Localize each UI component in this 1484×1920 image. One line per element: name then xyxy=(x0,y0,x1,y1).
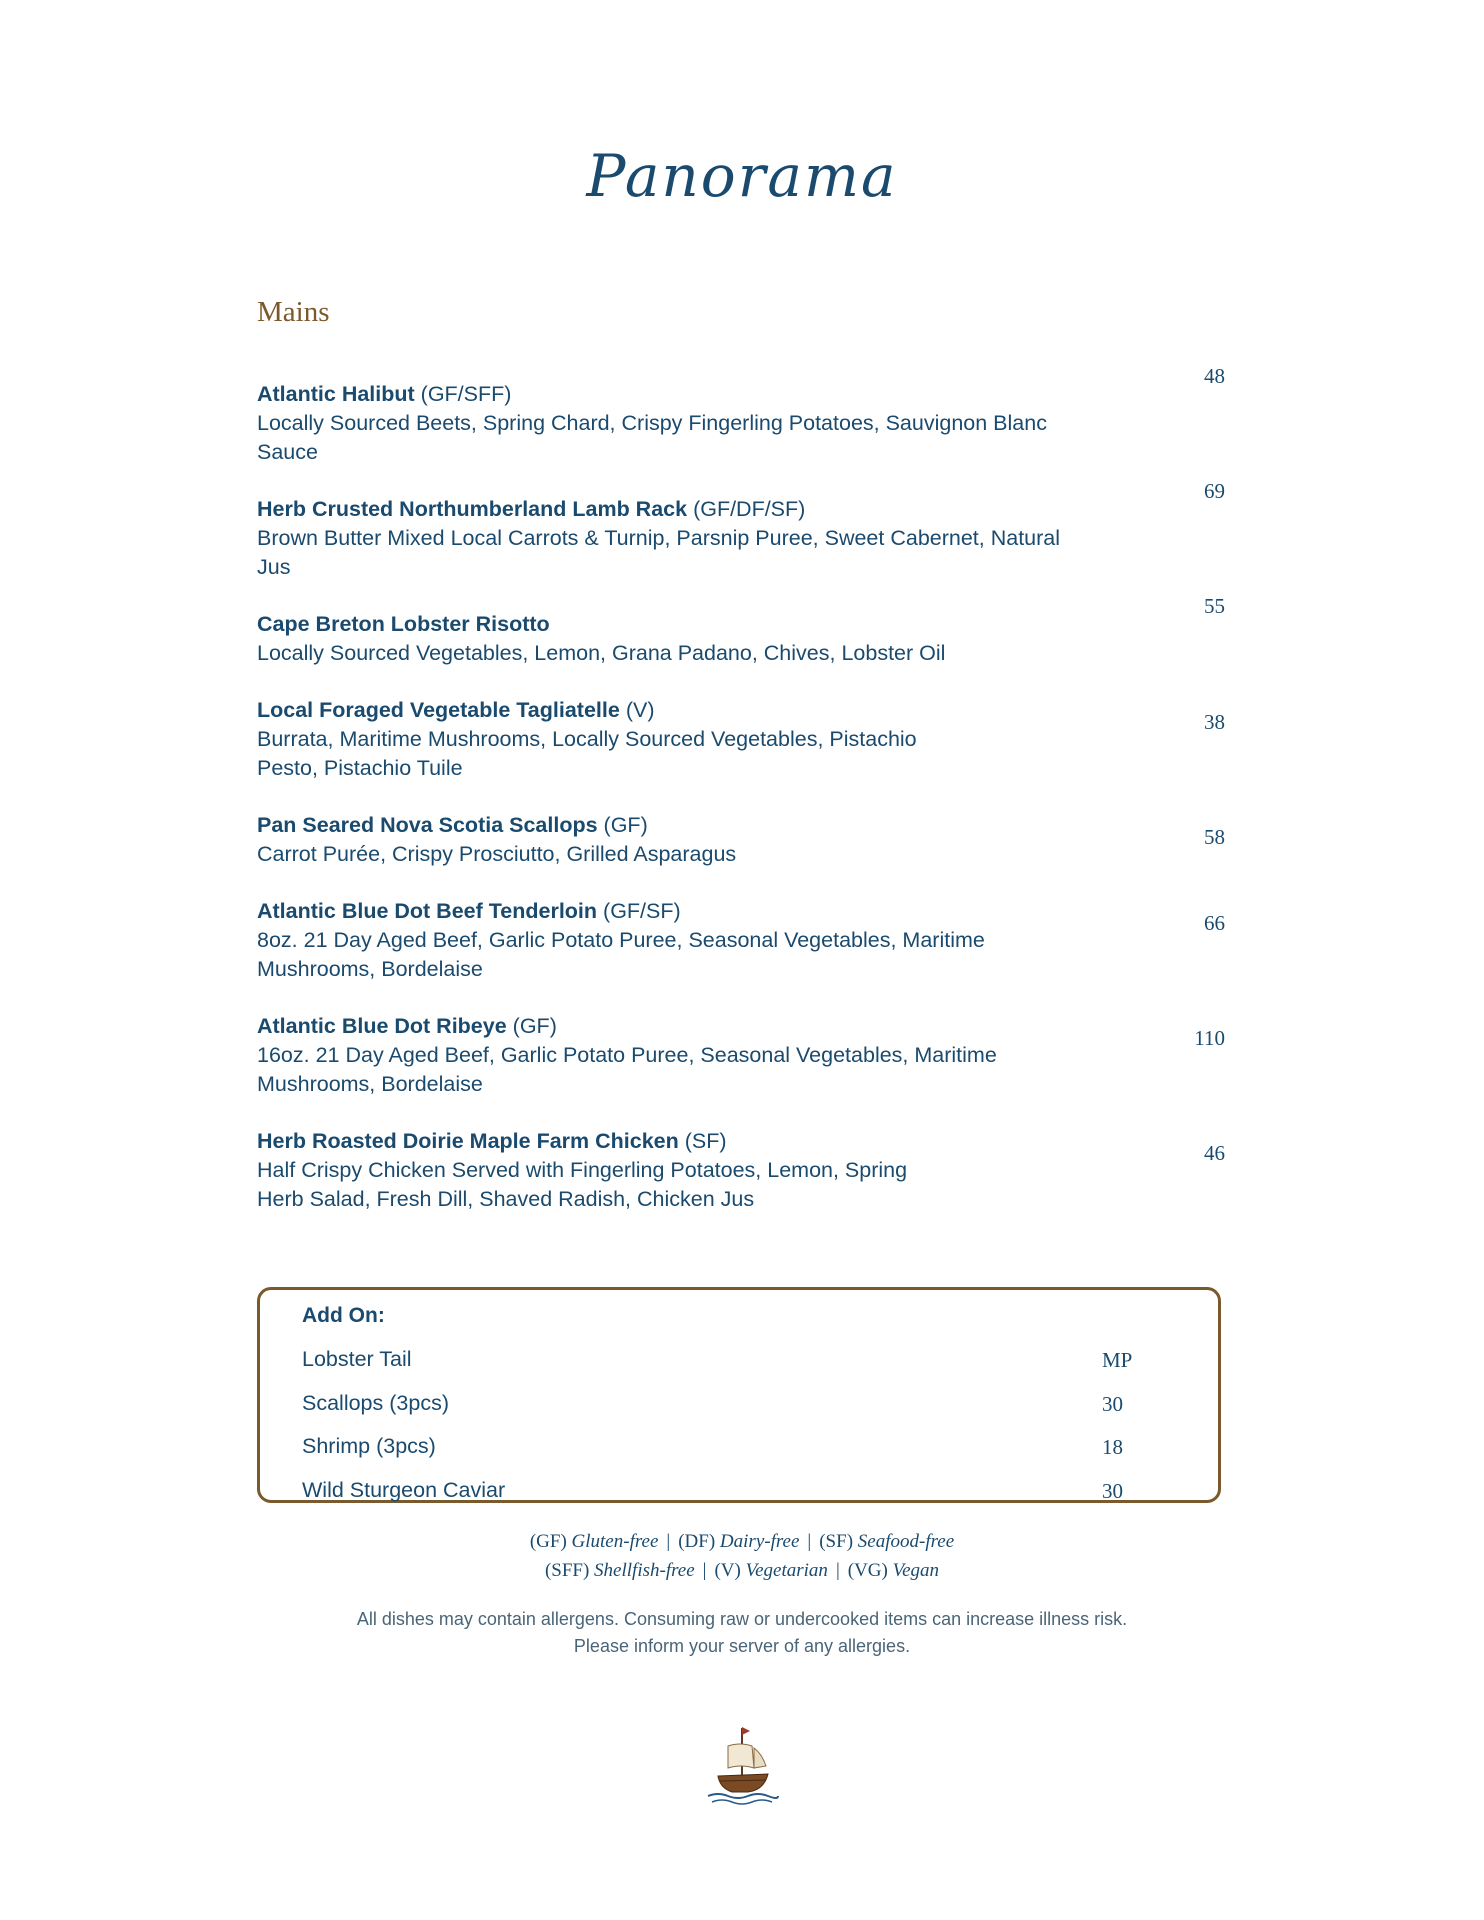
legend-line: (GF) Gluten-free | (DF) Dairy-free | (SF) Seafood-free xyxy=(529,1531,955,1552)
item-price: 55 xyxy=(1204,594,1225,618)
item-name: Atlantic Halibut xyxy=(257,382,415,406)
add-on-label: Shrimp (3pcs) xyxy=(302,1434,436,1458)
item-name: Pan Seared Nova Scotia Scallops xyxy=(257,813,598,837)
item-price: 66 xyxy=(1204,911,1225,935)
add-on-box xyxy=(257,1287,1221,1503)
add-on-row xyxy=(302,1478,1218,1503)
legend-line: (SFF) Shellfish-free | (V) Vegetarian | (VG) Vegan xyxy=(544,1560,940,1581)
item-name: Atlantic Blue Dot Beef Tenderloin xyxy=(257,899,598,923)
item-price: 38 xyxy=(1204,710,1225,734)
item-name: Local Foraged Vegetable Tagliatelle xyxy=(257,698,620,722)
add-on-row xyxy=(302,1434,1218,1459)
item-tags: (V) xyxy=(625,698,655,722)
item-price: 46 xyxy=(1204,1141,1225,1165)
item-tags: (GF) xyxy=(603,813,648,837)
item-name: Herb Crusted Northumberland Lamb Rack xyxy=(257,497,688,521)
sailing-ship-icon xyxy=(704,1724,780,1808)
item-description: Burrata, Maritime Mushrooms, Locally Sourced Vegetables, Pistachio Pesto, Pistachio Tuile xyxy=(257,727,917,780)
brand-logo: Panorama xyxy=(586,142,898,210)
item-tags: (GF/SFF) xyxy=(420,382,512,406)
section-title: Mains xyxy=(257,296,330,328)
allergen-note-line: Please inform your server of any allergies. xyxy=(573,1636,911,1656)
item-name: Cape Breton Lobster Risotto xyxy=(257,612,550,636)
item-price: 110 xyxy=(1194,1026,1225,1050)
menu-item xyxy=(257,1012,1225,1099)
menu-item xyxy=(257,364,1225,467)
item-tags: (SF) xyxy=(684,1129,727,1153)
menu-item xyxy=(257,897,1225,984)
item-name: Atlantic Blue Dot Ribeye xyxy=(257,1014,507,1038)
add-on-row xyxy=(302,1347,1218,1372)
item-description: 16oz. 21 Day Aged Beef, Garlic Potato Puree, Seasonal Vegetables, Maritime Mushrooms, Bordelaise xyxy=(257,1043,997,1096)
add-on-price: 30 xyxy=(1102,1392,1123,1416)
item-tags: (GF/DF/SF) xyxy=(693,497,806,521)
add-on-title: Add On: xyxy=(302,1304,385,1327)
add-on-label: Scallops (3pcs) xyxy=(302,1391,449,1415)
item-description: Brown Butter Mixed Local Carrots & Turnip, Parsnip Puree, Sweet Cabernet, Natural Jus xyxy=(257,526,1061,579)
menu-item xyxy=(257,1127,1225,1214)
menu-item xyxy=(257,811,1225,869)
item-description: Locally Sourced Vegetables, Lemon, Grana Padano, Chives, Lobster Oil xyxy=(257,641,946,665)
item-price: 69 xyxy=(1204,479,1225,503)
item-name: Herb Roasted Doirie Maple Farm Chicken xyxy=(257,1129,679,1153)
add-on-price: 18 xyxy=(1102,1435,1123,1459)
dietary-legend xyxy=(0,1527,1484,1585)
add-on-label: Lobster Tail xyxy=(302,1347,412,1371)
item-price: 48 xyxy=(1204,364,1225,388)
item-tags: (GF/SF) xyxy=(603,899,681,923)
item-description: Locally Sourced Beets, Spring Chard, Crispy Fingerling Potatoes, Sauvignon Blanc Sauce xyxy=(257,411,1047,464)
add-on-price: MP xyxy=(1102,1348,1133,1372)
item-description: Carrot Purée, Crispy Prosciutto, Grilled Asparagus xyxy=(257,842,737,866)
allergen-note xyxy=(0,1606,1484,1660)
menu-item xyxy=(257,594,1225,668)
allergen-note-line: All dishes may contain allergens. Consuming raw or undercooked items can increase illness risk. xyxy=(356,1609,1128,1629)
menu-list xyxy=(257,364,1225,1242)
menu-item xyxy=(257,696,1225,783)
item-tags: (GF) xyxy=(512,1014,557,1038)
item-price: 58 xyxy=(1204,825,1225,849)
add-on-price: 30 xyxy=(1102,1479,1123,1503)
menu-item xyxy=(257,479,1225,582)
item-description: Half Crispy Chicken Served with Fingerling Potatoes, Lemon, Spring Herb Salad, Fresh Dill, Shaved Radish, Chicken Jus xyxy=(257,1158,908,1211)
item-description: 8oz. 21 Day Aged Beef, Garlic Potato Puree, Seasonal Vegetables, Maritime Mushrooms, Bordelaise xyxy=(257,928,985,981)
add-on-label: Wild Sturgeon Caviar xyxy=(302,1478,506,1502)
add-on-row xyxy=(302,1391,1218,1416)
